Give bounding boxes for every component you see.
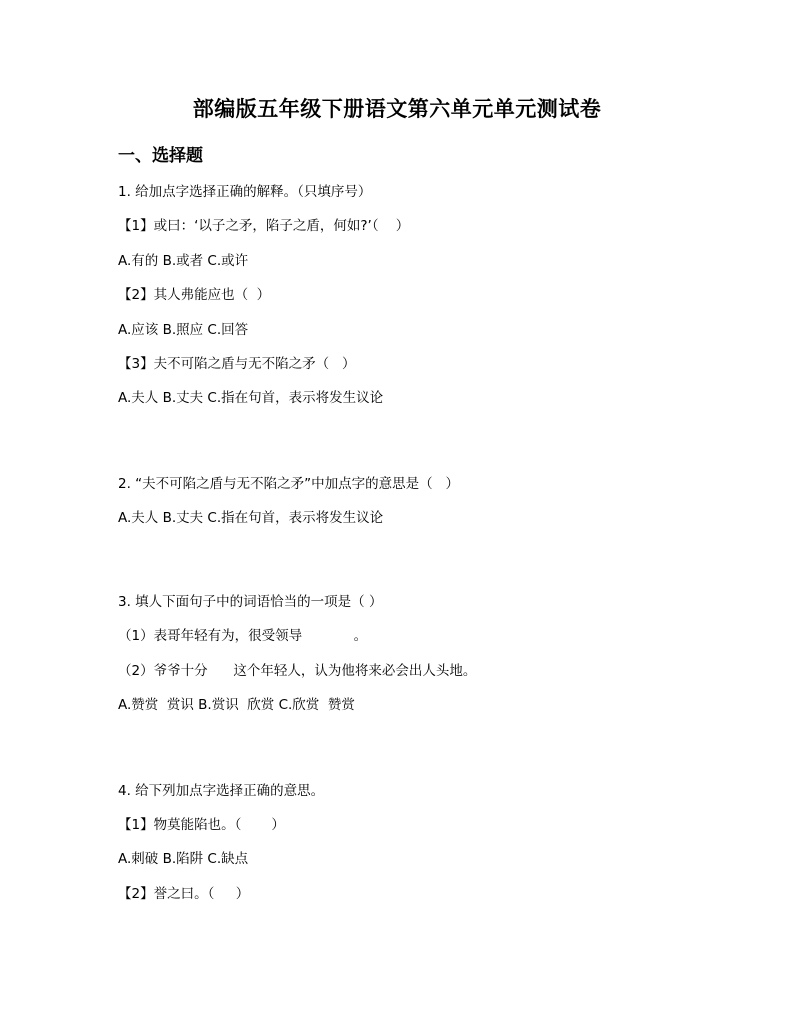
question-1-item-3-options: A.夫人 B.丈夫 C.指在句首，表示将发生议论 xyxy=(118,390,384,406)
question-1-item-1: 【1】或曰：‘以子之矛，陷子之盾，何如?’（ ） xyxy=(118,218,410,234)
question-1-item-2-options: A.应该 B.照应 C.回答 xyxy=(118,322,249,338)
question-4-prompt: 4. 给下列加点字选择正确的意思。 xyxy=(118,783,325,799)
question-1-item-3: 【3】夫不可陷之盾与无不陷之矛（ ） xyxy=(118,356,356,372)
question-2-options: A.夫人 B.丈夫 C.指在句首，表示将发生议论 xyxy=(118,510,384,526)
question-3-prompt: 3. 填人下面句子中的词语恰当的一项是（ ） xyxy=(118,594,383,610)
question-3-sentence-1: （1）表哥年轻有为，很受领导 。 xyxy=(118,628,368,644)
question-1-item-2: 【2】其人弗能应也（ ） xyxy=(118,287,271,303)
question-4-item-1: 【1】物莫能陷也。（ ） xyxy=(118,817,285,833)
question-4-item-1-options: A.刺破 B.陷阱 C.缺点 xyxy=(118,851,249,867)
question-1-item-1-options: A.有的 B.或者 C.或许 xyxy=(118,253,249,269)
document-title: 部编版五年级下册语文第六单元单元测试卷 xyxy=(192,96,602,121)
question-3-options: A.赞赏 赏识 B.赏识 欣赏 C.欣赏 赞赏 xyxy=(118,697,355,713)
question-3-sentence-2: （2）爷爷十分 这个年轻人，认为他将来必会出人头地。 xyxy=(118,663,477,679)
question-1-prompt: 1. 给加点字选择正确的解释。（只填序号） xyxy=(118,184,372,200)
section-heading: 一、选择题 xyxy=(118,146,203,166)
question-4-item-2: 【2】誉之曰。（ ） xyxy=(118,886,250,902)
question-2-prompt: 2. “夫不可陷之盾与无不陷之矛”中加点字的意思是（ ） xyxy=(118,476,460,492)
